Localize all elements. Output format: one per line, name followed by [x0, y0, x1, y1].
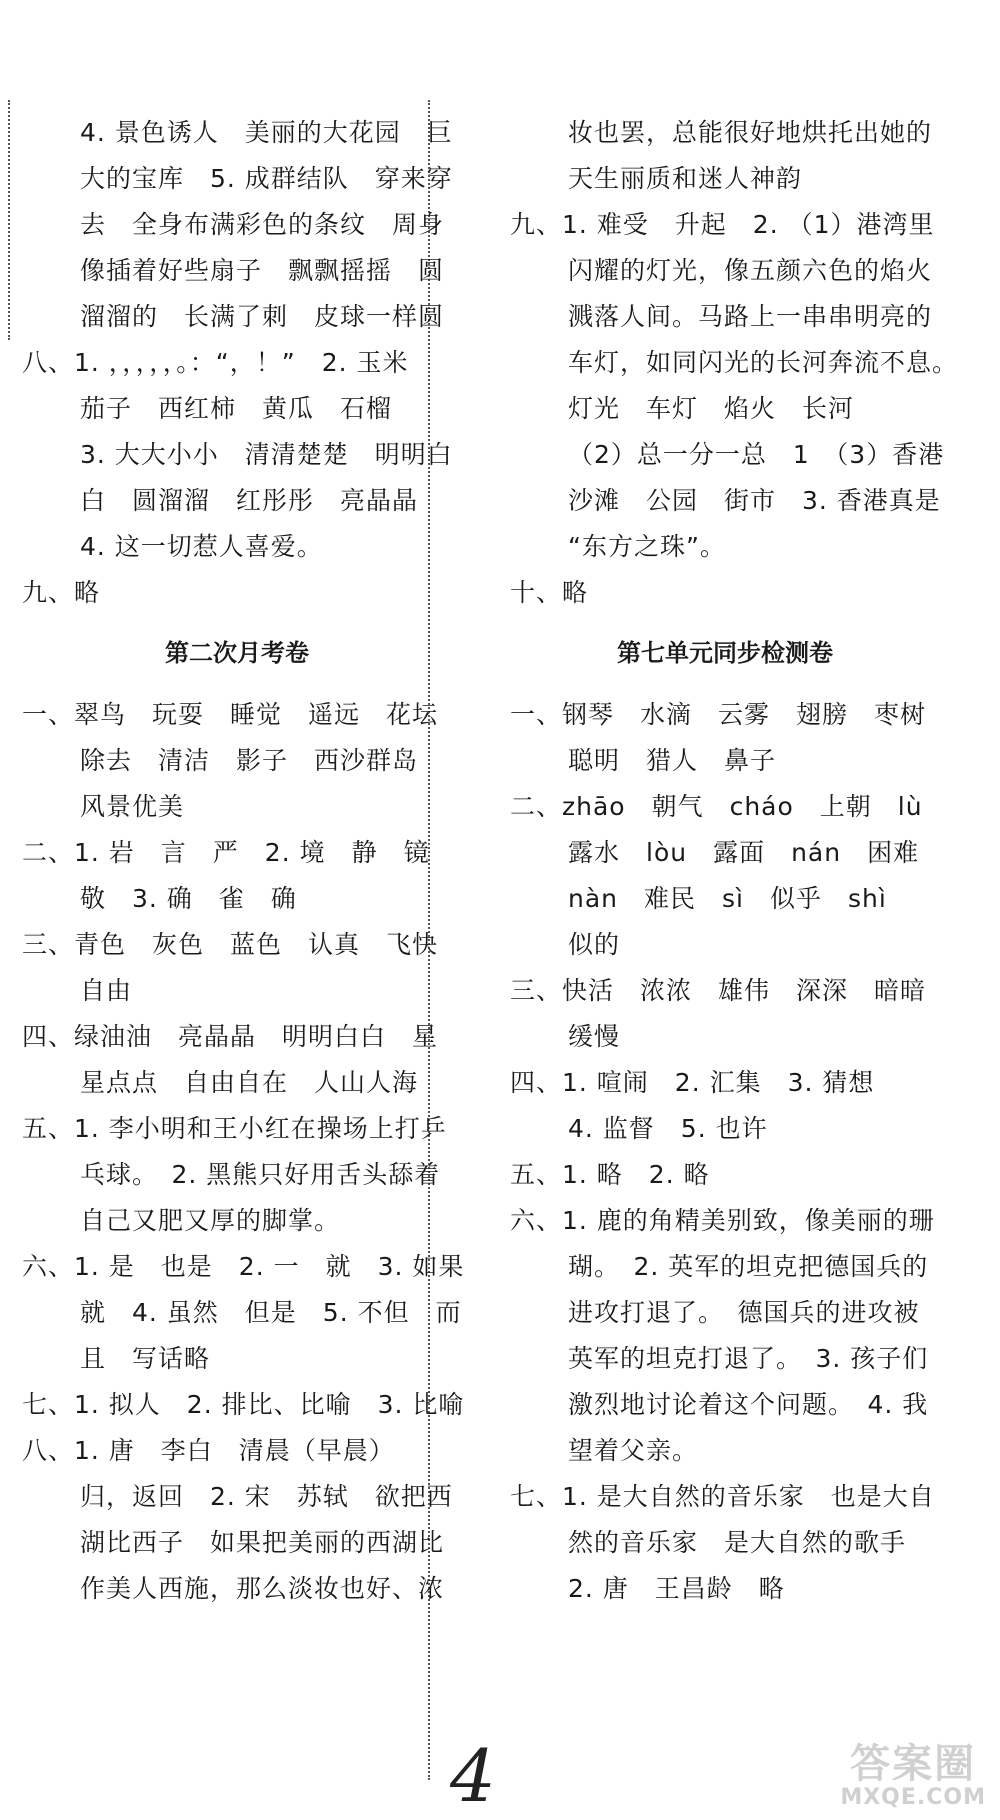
answer-line: 溜溜的 长满了刺 皮球一样圆	[80, 302, 445, 331]
answer-line: 四、1. 喧闹 2. 汇集 3. 猜想	[510, 1068, 875, 1097]
answer-line: 七、1. 是大自然的音乐家 也是大自	[510, 1482, 935, 1511]
answer-line: 八、1. ，，，，，。：“，！” 2. 玉米	[22, 348, 409, 377]
answer-line: 沙滩 公园 街市 3. 香港真是	[568, 486, 941, 515]
answer-line: 4. 景色诱人 美丽的大花园 巨	[80, 118, 453, 147]
answer-line: 九、略	[22, 578, 101, 607]
answer-line: 乓球。 2. 黑熊只好用舌头舔着	[80, 1160, 441, 1189]
answer-line: 作美人西施，那么淡妆也好、浓	[80, 1574, 445, 1603]
answer-line: 风景优美	[80, 792, 185, 821]
answer-line: 缓慢	[568, 1022, 621, 1051]
answer-line: 溅落人间。马路上一串串明亮的	[568, 302, 933, 331]
answer-line: “东方之珠”。	[568, 532, 726, 561]
answer-line: （2）总一分一总 1 （3）香港	[568, 440, 945, 469]
section-heading: 第七单元同步检测卷	[617, 639, 833, 667]
answer-line: 灯光 车灯 焰火 长河	[568, 394, 855, 423]
answer-line: 去 全身布满彩色的条纹 周身	[80, 210, 445, 239]
left-bottom-block	[22, 692, 465, 1612]
answer-line: 且 写话略	[80, 1344, 211, 1373]
answer-line: 茄子 西红柿 黄瓜 石榴	[80, 394, 393, 423]
answer-line: 瑚。 2. 英军的坦克把德国兵的	[568, 1252, 929, 1281]
answer-line: 七、1. 拟人 2. 排比、比喻 3. 比喻	[22, 1390, 465, 1419]
watermark-logo: 答案圈	[850, 1741, 977, 1787]
answer-line: 二、zhāo 朝气 cháo 上朝 lù	[510, 792, 923, 821]
answer-line: 九、1. 难受 升起 2. （1）港湾里	[510, 210, 935, 239]
answer-line: 一、钢琴 水滴 云雾 翅膀 枣树	[510, 700, 927, 729]
watermark-url: MXQE.COM	[840, 1785, 986, 1810]
answer-line: 英军的坦克打退了。 3. 孩子们	[568, 1344, 929, 1373]
answer-line: 湖比西子 如果把美丽的西湖比	[80, 1528, 445, 1557]
answer-line: 聪明 猎人 鼻子	[568, 746, 777, 775]
answer-line: 三、青色 灰色 蓝色 认真 飞快	[22, 930, 439, 959]
answer-line: 望着父亲。	[568, 1436, 699, 1465]
right-top-block	[510, 110, 959, 616]
answer-line: 进攻打退了。 德国兵的进攻被	[568, 1298, 920, 1327]
answer-line: 六、1. 是 也是 2. 一 就 3. 如果	[22, 1252, 465, 1281]
right-column	[510, 110, 959, 1612]
answer-line: 妆也罢，总能很好地烘托出她的	[568, 118, 933, 147]
answer-line: 三、快活 浓浓 雄伟 深深 暗暗	[510, 976, 927, 1005]
section-heading: 第二次月考卷	[165, 639, 309, 667]
answer-line: 六、1. 鹿的角精美别致，像美丽的珊	[510, 1206, 935, 1235]
answer-line: 自由	[80, 976, 133, 1005]
answer-line: 似的	[568, 930, 621, 959]
left-column	[22, 110, 465, 1612]
answer-line: 四、绿油油 亮晶晶 明明白白 星	[22, 1022, 439, 1051]
left-margin-dotted-line	[8, 100, 10, 340]
answer-line: 自己又肥又厚的脚掌。	[80, 1206, 341, 1235]
answer-line: 五、1. 李小明和王小红在操场上打乒	[22, 1114, 447, 1143]
answer-line: 4. 这一切惹人喜爱。	[80, 532, 323, 561]
answer-line: 车灯，如同闪光的长河奔流不息。	[568, 348, 959, 377]
answer-line: 一、翠鸟 玩耍 睡觉 遥远 花坛	[22, 700, 439, 729]
answer-line: 白 圆溜溜 红彤彤 亮晶晶	[80, 486, 419, 515]
answer-line: 然的音乐家 是大自然的歌手	[568, 1528, 907, 1557]
answer-line: 像插着好些扇子 飘飘摇摇 圆	[80, 256, 445, 285]
answer-line: 4. 监督 5. 也许	[568, 1114, 768, 1143]
handwritten-page-number: 4	[450, 1734, 496, 1818]
answer-line: 八、1. 唐 李白 清晨（早晨）	[22, 1436, 395, 1465]
right-bottom-block	[510, 692, 940, 1612]
answer-line: nàn 难民 sì 似乎 shì	[568, 884, 887, 913]
answer-line: 天生丽质和迷人神韵	[568, 164, 803, 193]
answer-line: 闪耀的灯光，像五颜六色的焰火	[568, 256, 933, 285]
answer-line: 归，返回 2. 宋 苏轼 欲把西	[80, 1482, 453, 1511]
site-watermark	[840, 1742, 986, 1810]
answer-line: 就 4. 虽然 但是 5. 不但 而	[80, 1298, 462, 1327]
answer-line: 星点点 自由自在 人山人海	[80, 1068, 419, 1097]
answer-line: 露水 lòu 露面 nán 困难	[568, 838, 920, 867]
answer-line: 大的宝库 5. 成群结队 穿来穿	[80, 164, 453, 193]
answer-line: 敬 3. 确 雀 确	[80, 884, 297, 913]
answer-line: 2. 唐 王昌龄 略	[568, 1574, 785, 1603]
answer-line: 五、1. 略 2. 略	[510, 1160, 710, 1189]
answer-line: 激烈地讨论着这个问题。 4. 我	[568, 1390, 929, 1419]
answer-line: 十、略	[510, 578, 589, 607]
answer-line: 二、1. 岩 言 严 2. 境 静 镜	[22, 838, 430, 867]
answer-line: 除去 清洁 影子 西沙群岛	[80, 746, 419, 775]
left-top-block	[22, 110, 452, 616]
answer-line: 3. 大大小小 清清楚楚 明明白	[80, 440, 453, 469]
